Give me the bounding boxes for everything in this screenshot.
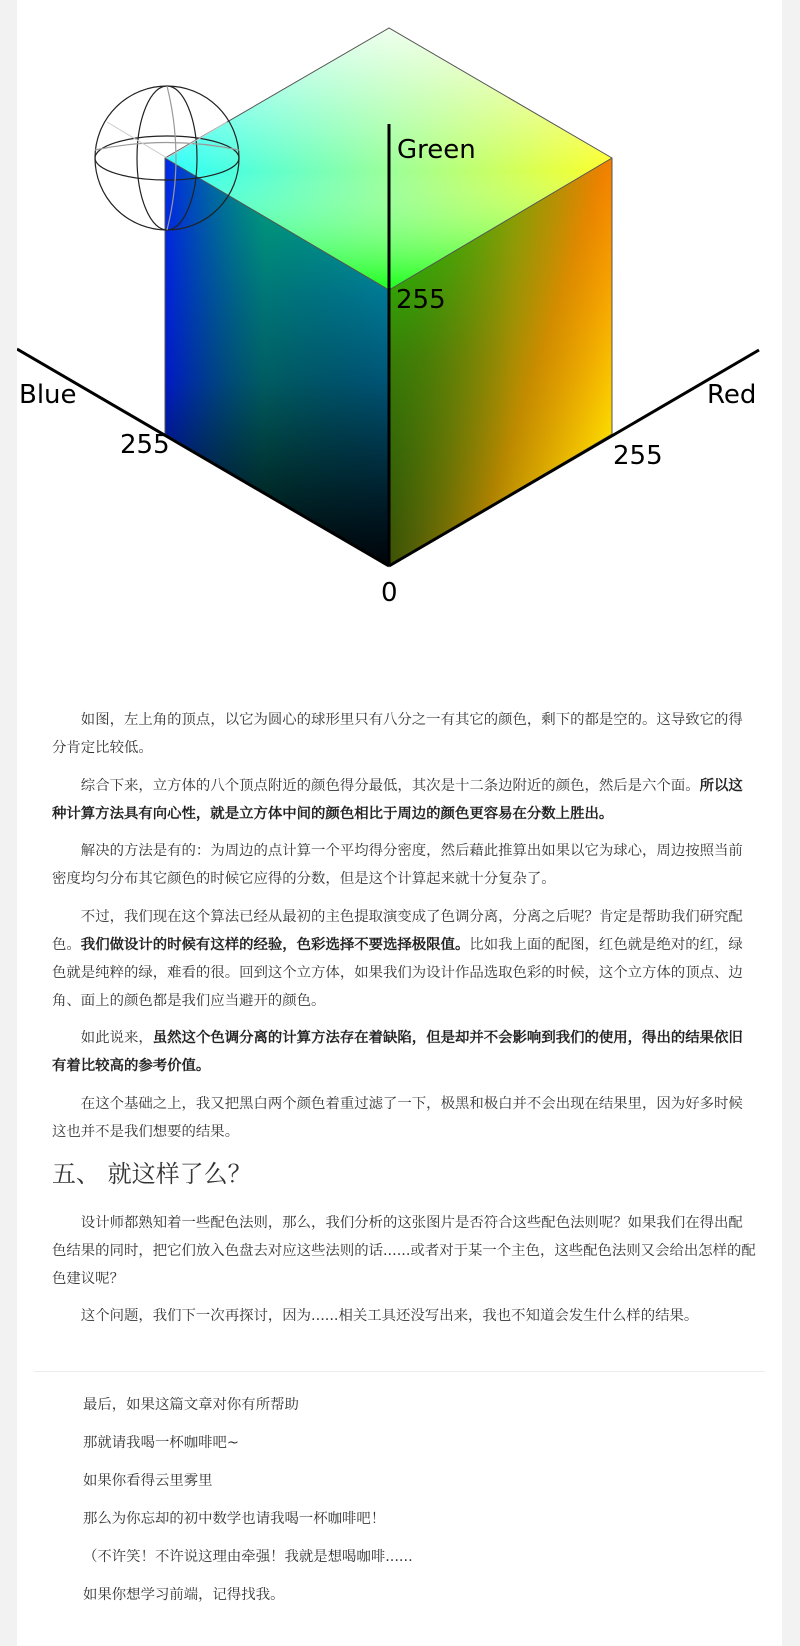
footer-line: （不许笑！不许说这理由牵强！我就是想喝咖啡...... (83, 1549, 413, 1565)
paragraph-3: 解决的方法是有的：为周边的点计算一个平均得分密度，然后藉此推算出如果以它为球心，周边按照当前密度均匀分布其它颜色的时候它应得的分数，但是这个计算起来就十分复杂了。 (52, 843, 743, 887)
footer-line: 最后，如果这篇文章对你有所帮助 (83, 1397, 299, 1413)
red-max-tick-label: 255 (613, 441, 663, 471)
blue-axis-label: Blue (19, 380, 77, 410)
article-body (52, 706, 757, 1340)
paragraph-4: 不过，我们现在这个算法已经从最初的主色提取演变成了色调分离，分离之后呢？肯定是帮助我们研究配色。我们做设计的时候有这样的经验，色彩选择不要选择极限值。比如我上面的配图，红色就是绝对的红，绿色就是纯粹的绿，难看的很。回到这个立方体，如果我们为设计作品选取色彩的时候，这个立方体的顶点、边角、面上的颜色都是我们应当避开的颜色。 (52, 908, 743, 1009)
paragraph-2-emphasis: 所以这种计算方法具有向心性，就是立方体中间的颜色相比于周边的颜色更容易在分数上胜出。 (52, 777, 743, 822)
rgb-cube-figure (17, 0, 782, 650)
paragraph-4-emphasis: 我们做设计的时候有这样的经验，色彩选择不要选择极限值。 (80, 936, 470, 953)
footer-line: 如果你想学习前端，记得找我。 (83, 1587, 285, 1603)
section-heading: 五、 就这样了么？ (52, 1159, 252, 1188)
paragraph-5: 如此说来，虽然这个色调分离的计算方法存在着缺陷，但是却并不会影响到我们的使用，得出的结果依旧有着比较高的参考价值。 (52, 1030, 743, 1074)
footer-line: 那么为你忘却的初中数学也请我喝一杯咖啡吧！ (83, 1511, 386, 1527)
paragraph-6: 在这个基础之上，我又把黑白两个颜色着重过滤了一下，极黑和极白并不会出现在结果里，因为好多时候这也并不是我们想要的结果。 (52, 1095, 743, 1140)
footer-divider (34, 1371, 765, 1372)
paragraph-2: 综合下来，立方体的八个顶点附近的颜色得分最低，其次是十二条边附近的颜色，然后是六个面。所以这种计算方法具有向心性，就是立方体中间的颜色相比于周边的颜色更容易在分数上胜出。 (52, 777, 743, 822)
paragraph-7: 设计师都熟知着一些配色法则，那么，我们分析的这张图片是否符合这些配色法则呢？如果我们在得出配色结果的同时，把它们放入色盘去对应这些法则的话......或者对于某一个主色，这些配色法则又会给出怎样的配色建议呢？ (52, 1214, 756, 1287)
origin-label: 0 (381, 578, 398, 608)
footer-line: 那就请我喝一杯咖啡吧~ (83, 1435, 239, 1451)
paragraph-1: 如图，左上角的顶点，以它为圆心的球形里只有八分之一有其它的颜色，剩下的都是空的。这导致它的得分肯定比较低。 (52, 712, 743, 756)
green-max-tick-label: 255 (396, 285, 446, 315)
rgb-cube-image (17, 0, 782, 650)
blue-max-tick-label: 255 (120, 430, 170, 460)
cube-axes (17, 124, 759, 566)
red-axis-label: Red (707, 380, 757, 410)
paragraph-5-emphasis: 虽然这个色调分离的计算方法存在着缺陷，但是却并不会影响到我们的使用，得出的结果依旧有着比较高的参考价值。 (52, 1030, 743, 1074)
footer-line: 如果你看得云里雾里 (83, 1473, 213, 1489)
article-footer (83, 1391, 743, 1619)
paragraph-8: 这个问题，我们下一次再探讨，因为......相关工具还没写出来，我也不知道会发生什么样的结果。 (80, 1308, 699, 1324)
green-axis-label: Green (397, 135, 476, 165)
article-page (17, 0, 782, 1646)
